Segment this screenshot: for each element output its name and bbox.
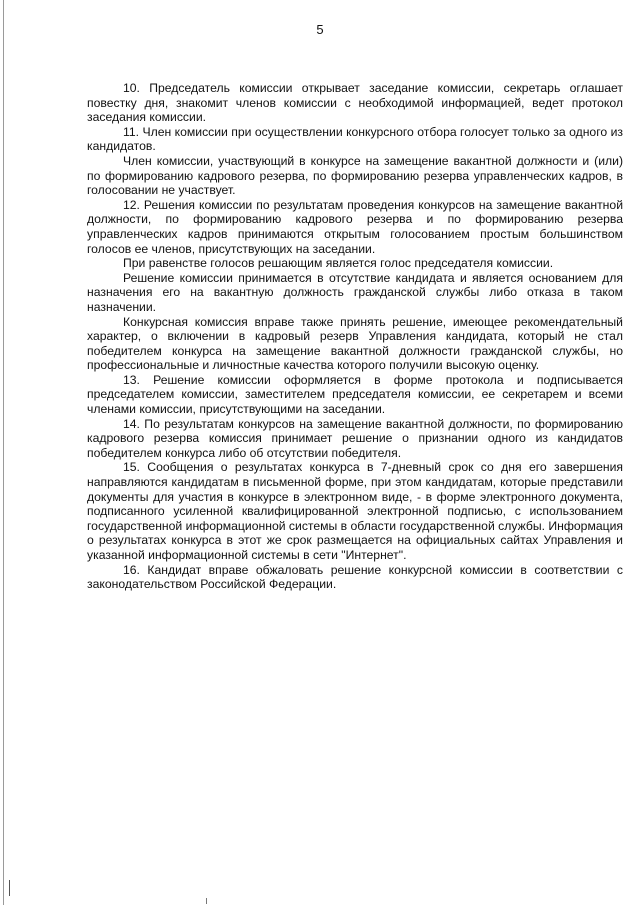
paragraph-13: 13. Решение комиссии оформляется в форме протокола и подписывается председателем комиссии, заместителем председателя комиссии, ее секретарем и всеми членами комиссии, присутствующими на заседании. — [87, 372, 623, 417]
page-number: 5 — [316, 22, 324, 37]
paragraph-12: 12. Решения комиссии по результатам проведения конкурсов на замещение вакантной должности, по формированию кадрового резерва и по формированию резерва управленческих кадров принимаются открытым голосованием простым большинством голосов ее членов, присутствующих на заседании. — [87, 197, 623, 256]
paragraph-14: 14. По результатам конкурсов на замещение вакантной должности, по формированию кадрового резерва комиссия принимает решение о признании одного из кандидатов победителем конкурса либо об отсутствии победителя. — [87, 416, 623, 460]
document-body — [87, 81, 623, 592]
paragraph-11: 11. Член комиссии при осуществлении конкурсного отбора голосует только за одного из кандидатов. — [87, 124, 623, 154]
paragraph-12-tie-vote: При равенстве голосов решающим является голос председателя комиссии. — [123, 256, 554, 271]
paragraph-12-decision-basis: Решение комиссии принимается в отсутствие кандидата и является основанием для назначения его на вакантную должность гражданской службы либо отказа в таком назначении. — [87, 270, 623, 314]
paragraph-11-member-recusal: Член комиссии, участвующий в конкурсе на замещение вакантной должности и (или) по формированию кадрового резерва, по формированию резерва управленческих кадров, в голосовании не участвует. — [87, 153, 623, 198]
paragraph-16: 16. Кандидат вправе обжаловать решение конкурсной комиссии в соответствии с законодательством Российской Федерации. — [87, 562, 623, 592]
scan-mark-bottom — [206, 898, 207, 904]
scan-mark — [9, 880, 10, 896]
paragraph-12-recommendation: Конкурсная комиссия вправе также принять решение, имеющее рекомендательный характер, о включении в кадровый резерв Управления кандидата, который не стал победителем конкурса на замещение вакантной должности гражданской службы, но профессиональные и личностные качества которого получили высокую оценку. — [87, 314, 623, 373]
page-edge-line — [3, 0, 4, 905]
paragraph-15: 15. Сообщения о результатах конкурса в 7-дневный срок со дня его завершения направляются кандидатам в письменной форме, при этом кандидатам, которые представили документы для участия в конкурсе в электронном виде, - в форме электронного документа, подписанного усиленной квалифицированной электронной подписью, с использованием государственной информационной системы в области государственной службы. Информация о результатах конкурса в этот же срок размещается на официальных сайтах Управления и указанной информационной системы в сети "Интернет". — [87, 460, 623, 562]
paragraph-10: 10. Председатель комиссии открывает заседание комиссии, секретарь оглашает повестку дня, знакомит членов комиссии с необходимой информацией, ведет протокол заседания комиссии. — [87, 81, 623, 125]
